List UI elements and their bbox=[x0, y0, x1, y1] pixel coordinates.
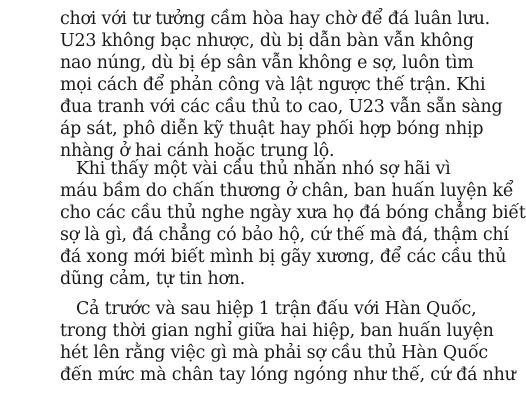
text-line: đua tranh với các cầu thủ to cao, U23 vẫn sẵn sàng bbox=[60, 97, 503, 117]
text-line: áp sát, phô diễn kỹ thuật hay phối hợp bóng nhịp bbox=[60, 119, 484, 139]
text-line: nao núng, dù bị ép sân vẫn không e sợ, luôn tìm bbox=[60, 53, 474, 73]
text-line: nhàng ở hai cánh hoặc trung lộ. bbox=[60, 141, 335, 161]
text-line: cho các cầu thủ nghe ngày xưa họ đá bóng chẳng biết bbox=[60, 203, 526, 223]
text-line: chơi với tư tưởng cầm hòa hay chờ để đá luân lưu. bbox=[60, 9, 490, 29]
text-line: trong thời gian nghỉ giữa hai hiệp, ban huấn luyện bbox=[60, 321, 494, 341]
text-line: đến mức mà chân tay lóng ngóng như thế, cứ đá như bbox=[60, 365, 516, 385]
text-line: Cả trước và sau hiệp 1 trận đấu với Hàn Quốc, bbox=[76, 299, 477, 319]
text-line: đá xong mới biết mình bị gãy xương, để các cầu thủ bbox=[60, 247, 507, 267]
text-line: dũng cảm, tự tin hơn. bbox=[60, 269, 246, 289]
text-line: mọi cách để phản công và lật ngược thế trận. Khi bbox=[60, 75, 486, 95]
text-line: sợ là gì, đá chẳng có bảo hộ, cứ thế mà đá, thậm chí bbox=[60, 225, 509, 245]
text-line: máu bầm do chấn thương ở chân, ban huấn luyện kể bbox=[60, 181, 514, 201]
text-line: Khi thấy một vài cầu thủ nhăn nhó sợ hãi vì bbox=[76, 159, 451, 179]
text-line: U23 không bạc nhược, dù bị dẫn bàn vẫn không bbox=[60, 31, 474, 51]
text-line: hét lên rằng việc gì mà phải sợ cầu thủ Hàn Quốc bbox=[60, 343, 488, 363]
